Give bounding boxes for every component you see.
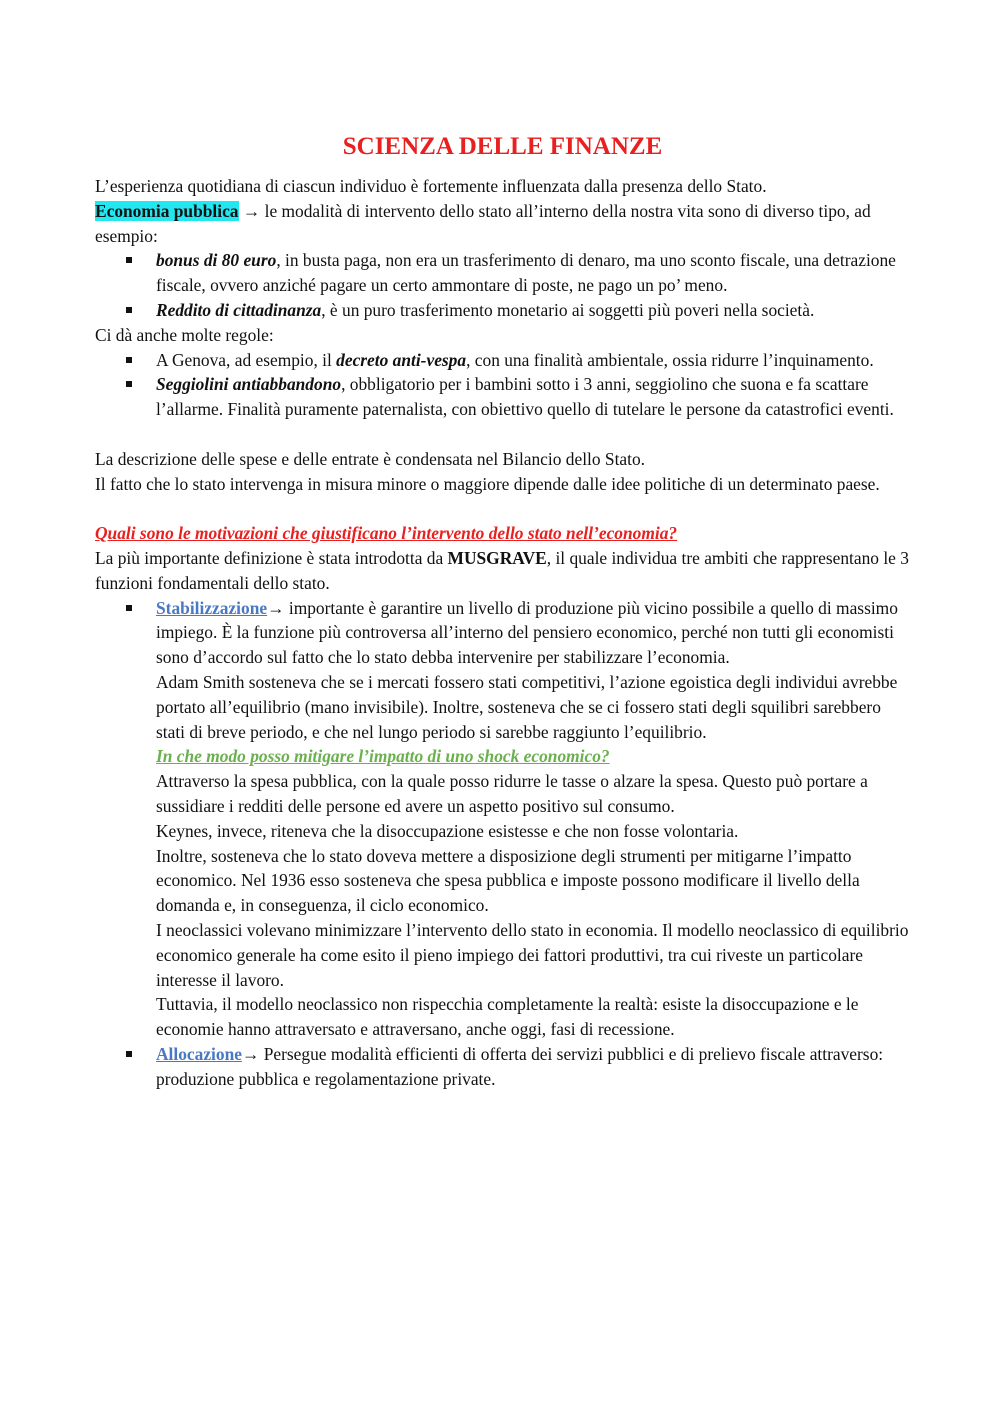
square-bullet-icon	[126, 1051, 132, 1057]
document-title: SCIENZA DELLE FINANZE	[342, 133, 663, 160]
musgrave-pre: La più importante definizione è stata introdotta da	[95, 547, 448, 568]
musgrave-post: , il quale individua tre ambiti che rappresentano le 3 funzioni fondamentali dello stato.	[95, 547, 909, 593]
functions-list	[95, 596, 910, 1092]
list-item	[95, 298, 910, 323]
example-term: bonus di 80 euro	[156, 250, 277, 271]
shock-question-heading: In che modo posso mitigare l’impatto di uno shock economico?	[156, 746, 610, 767]
musgrave-name: MUSGRAVE	[447, 547, 547, 568]
rule-text: , con una finalità ambientale, ossia ridurre l’inquinamento.	[466, 349, 874, 370]
rule-text: , obbligatorio per i bambini sotto i 3 anni, seggiolino che suona e fa scattare l’allarme. Finalità puramente paternalista, con obiettivo quello di tutelare le persone da catastrofici eventi.	[156, 374, 894, 420]
square-bullet-icon	[126, 605, 132, 611]
budget-paragraph: La descrizione delle spese e delle entrate è condensata nel Bilancio dello Stato.	[95, 448, 645, 469]
list-item-stabilizzazione	[95, 596, 910, 1042]
rule-term: decreto anti-vespa	[336, 349, 467, 370]
economia-pubblica-paragraph	[95, 199, 910, 249]
list-item	[95, 348, 910, 373]
tuttavia-paragraph: Tuttavia, il modello neoclassico non rispecchia completamente la realtà: esiste la disoccupazione e le economie hanno attraversato e attraversano, anche oggi, fasi di recessione.	[156, 994, 859, 1040]
spesa-paragraph: Attraverso la spesa pubblica, con la quale posso ridurre le tasse o alzare la spesa. Questo può portare a sussidiare i redditi delle persone ed avere un aspetto positivo sul consumo.	[156, 771, 868, 816]
list-item	[95, 248, 910, 298]
inoltre-paragraph: Inoltre, sosteneva che lo stato doveva mettere a disposizione degli strumenti per mitigarne l’impatto economico. Nel 1936 esso sosteneva che spesa pubblica e imposte possono modificare il livello della domanda e, in conseguenza, il ciclo economico.	[156, 845, 860, 916]
politics-paragraph: Il fatto che lo stato intervenga in misura minore o maggiore dipende dalle idee politiche di un determinato paese.	[95, 473, 880, 494]
square-bullet-icon	[126, 257, 132, 263]
arrow-symbol: →	[238, 200, 265, 221]
square-bullet-icon	[126, 307, 132, 313]
list-item-allocazione	[95, 1042, 910, 1092]
allocazione-text: Persegue modalità efficienti di offerta dei servizi pubblici e di prelievo fiscale attraverso: produzione pubblica e regolamentazione private.	[156, 1043, 884, 1089]
spacer	[95, 496, 910, 521]
allocazione-link[interactable]: Allocazione	[156, 1043, 242, 1064]
rules-intro: Ci dà anche molte regole:	[95, 324, 274, 345]
arrow-symbol: →	[267, 597, 289, 618]
section-question-heading: Quali sono le motivazioni che giustificano l’intervento dello stato nell’economia?	[95, 523, 678, 544]
keynes-paragraph: Keynes, invece, riteneva che la disoccupazione esistesse e che non fosse volontaria.	[156, 820, 739, 841]
example-text: , è un puro trasferimento monetario ai soggetti più poveri nella società.	[321, 299, 815, 320]
rule-term: Seggiolini antiabbandono	[156, 374, 342, 395]
examples-list	[95, 248, 910, 322]
neoclassici-paragraph: I neoclassici volevano minimizzare l’intervento dello stato in economia. Il modello neoclassico di equilibrio economico generale ha come esito il pieno impiego dei fattori produttivi, tra cui riveste un particolare interesse il lavoro.	[156, 919, 909, 990]
intro-paragraph: L’esperienza quotidiana di ciascun individuo è fortemente influenzata dalla presenza dello Stato.	[95, 176, 767, 196]
rule-pre: A Genova, ad esempio, il	[156, 349, 337, 370]
stabilizzazione-link[interactable]: Stabilizzazione	[156, 597, 268, 618]
document-page	[95, 130, 910, 1091]
rules-list	[95, 348, 910, 422]
list-item	[95, 372, 910, 422]
example-text: , in busta paga, non era un trasferimento di denaro, ma uno sconto fiscale, una detrazione fiscale, ovvero anziché pagare un certo ammontare di poste, ne pago un po’ meno.	[156, 250, 896, 296]
arrow-symbol: →	[241, 1043, 264, 1064]
economia-pubblica-text: le modalità di intervento dello stato all’interno della nostra vita sono di diverso tipo, ad esempio:	[95, 200, 871, 246]
stabilizzazione-text: importante è garantire un livello di produzione più vicino possibile a quello di massimo impiego. È la funzione più controversa all’interno del pensiero economico, perché non tutti gli economisti sono d’accordo sul fatto che lo stato debba intervenire per stabilizzare l’economia.	[156, 597, 898, 668]
square-bullet-icon	[126, 381, 132, 387]
musgrave-paragraph	[95, 546, 910, 596]
smith-paragraph: Adam Smith sosteneva che se i mercati fossero stati competitivi, l’azione egoistica degli individui avrebbe portato all’equilibrio (mano invisibile). Inoltre, sosteneva che se ci fossero stati degli squilibri sarebbero stati di breve periodo, e che nel lungo periodo si sarebbe raggiunto l’equilibrio.	[156, 671, 898, 742]
spacer	[95, 422, 910, 447]
economia-pubblica-highlight: Economia pubblica	[95, 200, 239, 221]
square-bullet-icon	[126, 357, 132, 363]
example-term: Reddito di cittadinanza	[156, 299, 322, 320]
